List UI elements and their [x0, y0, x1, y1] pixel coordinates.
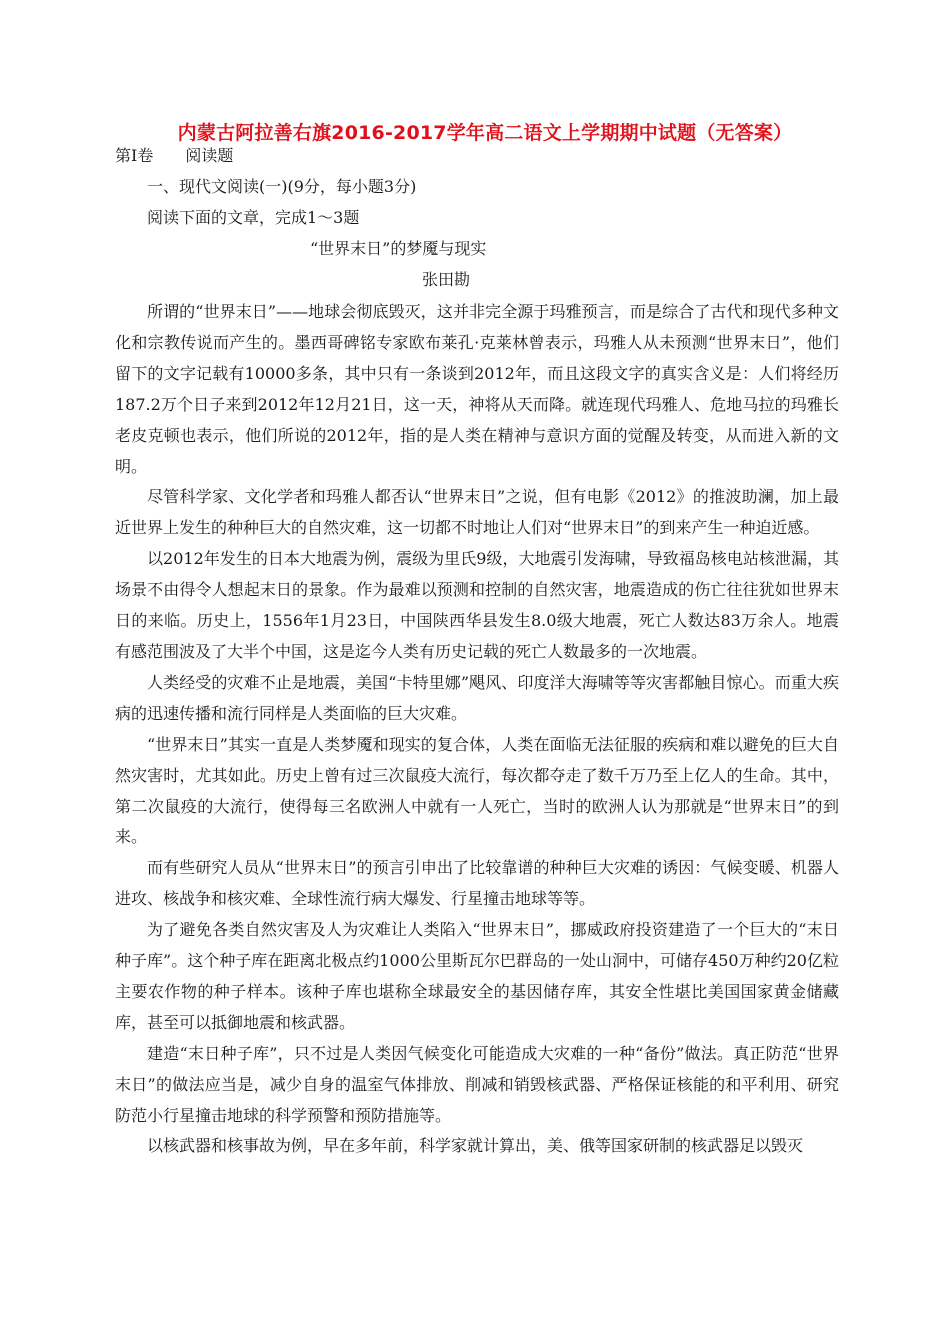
paragraph: 为了避免各类自然灾害及人为灾难让人类陷入“世界末日”，挪威政府投资建造了一个巨大的“末日种子库”。这个种子库在距离北极点约1000公里斯瓦尔巴群岛的一处山洞中，可储存450万种约20亿粒主要农作物的种子样本。该种子库也堪称全球最安全的基因储存库，其安全性堪比美国国家黄金储藏库，甚至可以抵御地震和核武器。	[115, 920, 839, 1032]
volume-label: 第Ⅰ卷 阅读题	[115, 146, 234, 165]
paragraph: 人类经受的灾难不止是地震，美国“卡特里娜”飓风、印度洋大海啸等等灾害都触目惊心。而重大疾病的迅速传播和流行同样是人类面临的巨大灾难。	[115, 672, 839, 723]
article-body	[115, 297, 839, 1162]
paragraph: 而有些研究人员从“世界末日”的预言引申出了比较靠谱的种种巨大灾难的诱因：气候变暖、机器人进攻、核战争和核灾难、全球性流行病大爆发、行星撞击地球等等。	[115, 858, 839, 909]
section-heading: 一、现代文阅读(一)(9分，每小题3分)	[147, 177, 417, 196]
document-title: 内蒙古阿拉善右旗2016-2017学年高二语文上学期期中试题（无答案）	[177, 122, 793, 144]
article-title: “世界末日”的梦魇与现实	[310, 239, 487, 258]
article-author: 张田勘	[422, 270, 471, 289]
paragraph: 建造“末日种子库”，只不过是人类因气候变化可能造成大灾难的一种“备份”做法。真正防范“世界末日”的做法应当是，减少自身的温室气体排放、削减和销毁核武器、严格保证核能的和平利用、研究防范小行星撞击地球的科学预警和预防措施等。	[115, 1043, 839, 1125]
paragraph: 尽管科学家、文化学者和玛雅人都否认“世界末日”之说，但有电影《2012》的推波助澜，加上最近世界上发生的种种巨大的自然灾难，这一切都不时地让人们对“世界末日”的到来产生一种迫近感。	[115, 487, 839, 538]
paragraph: 以核武器和核事故为例，早在多年前，科学家就计算出，美、俄等国家研制的核武器足以毁灭	[147, 1136, 804, 1156]
paragraph: “世界末日”其实一直是人类梦魇和现实的复合体，人类在面临无法征服的疾病和难以避免的巨大自然灾害时，尤其如此。历史上曾有过三次鼠疫大流行，每次都夺走了数千万乃至上亿人的生命。其中，第二次鼠疫的大流行，使得每三名欧洲人中就有一人死亡，当时的欧洲人认为那就是“世界末日”的到来。	[115, 734, 839, 847]
paragraph: 所谓的“世界末日”——地球会彻底毁灭，这并非完全源于玛雅预言，而是综合了古代和现代多种文化和宗教传说而产生的。墨西哥碑铭专家欧布莱孔·克莱林曾表示，玛雅人从未预测“世界末日”，他们留下的文字记载有10000多条，其中只有一条谈到2012年，而且这段文字的真实含义是：人们将经历187.2万个日子来到2012年12月21日，这一天，神将从天而降。就连现代玛雅人、危地马拉的玛雅长老皮克顿也表示，他们所说的2012年，指的是人类在精神与意识方面的觉醒及转变，从而进入新的文明。	[115, 302, 839, 476]
reading-instruction: 阅读下面的文章，完成1～3题	[147, 208, 360, 227]
paragraph: 以2012年发生的日本大地震为例，震级为里氏9级，大地震引发海啸，导致福岛核电站核泄漏，其场景不由得令人想起末日的景象。作为最难以预测和控制的自然灾害，地震造成的伤亡往往犹如世界末日的来临。历史上，1556年1月23日，中国陕西华县发生8.0级大地震，死亡人数达83万余人。地震有感范围波及了大半个中国，这是迄今人类有历史记载的死亡人数最多的一次地震。	[115, 549, 839, 661]
